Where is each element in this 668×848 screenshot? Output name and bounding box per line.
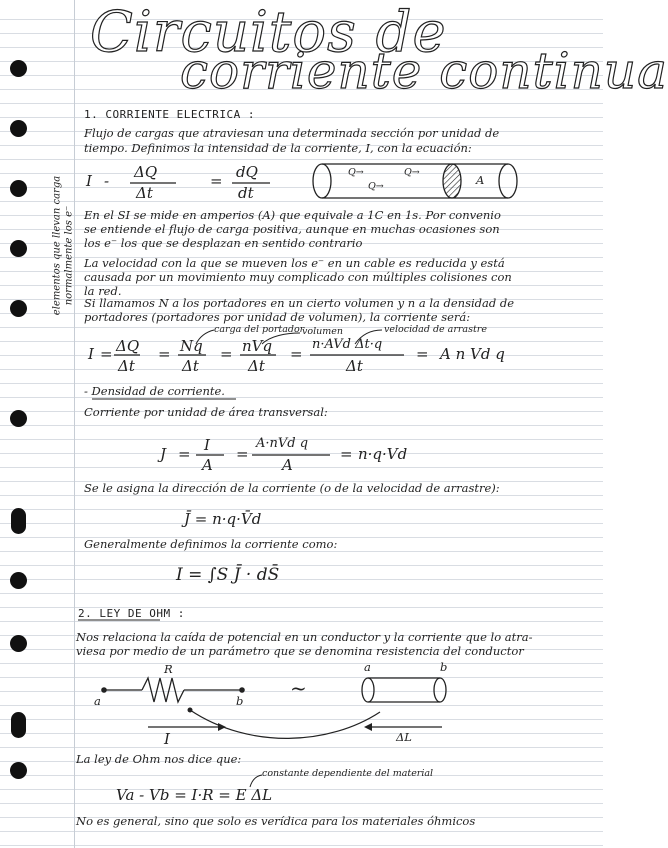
eq1-lhs: I [86, 172, 92, 190]
eq2-f1-num: ΔQ [116, 337, 140, 355]
s1-p5: Generalmente definimos la corriente como: [84, 537, 338, 551]
eq3-eq3: = [340, 445, 353, 463]
conductor-dl: ΔL [396, 730, 412, 744]
s1-p2-line2: se entiende el flujo de carga positiva, aunque en muchas ocasiones son [84, 222, 500, 236]
ann-carga: carga del portador [214, 324, 305, 335]
circuit-i: I [164, 730, 170, 748]
eq1-f2-num: dQ [236, 163, 258, 181]
eq1-f1-den: Δt [136, 184, 153, 202]
eq2-f4-den: Δt [346, 357, 363, 375]
s1-p2-line1: En el SI se mide en amperios (A) que equivale a 1C en 1s. Por convenio [84, 208, 501, 222]
title-line2: corriente continua [180, 42, 668, 100]
eq3-eq1: = [178, 445, 191, 463]
wire-q2: Q→ [368, 181, 384, 192]
eq3-f1-num: I [204, 436, 210, 454]
eq1-minus-dash: - [104, 172, 110, 190]
eq3-eq2: = [236, 445, 249, 463]
eq2-eq0: = [100, 345, 113, 363]
s1-p1-line2: tiempo. Definimos la intensidad de la corriente, I, con la ecuación: [84, 141, 472, 155]
s2-p3: No es general, sino que solo es verídica para los materiales óhmicos [76, 814, 476, 828]
s2-p1-line1: Nos relaciona la caída de potencial en un conductor y la corriente que lo atra- [76, 630, 533, 644]
circuit-a: a [94, 694, 101, 708]
wire-q3: Q→ [404, 167, 420, 178]
eq2-eq1: = [158, 345, 171, 363]
ann-velocidad: velocidad de arrastre [384, 324, 487, 335]
s2-eq: Va - Vb = I·R = E ΔL [116, 786, 273, 804]
eq3-f2-num: A·nVd q [256, 436, 309, 451]
eq2-f4-num: n·AVd Δt·q [312, 337, 383, 352]
eq3-f2-den: A [282, 456, 293, 474]
side-note-line2: normalmente los e⁻ [63, 205, 75, 306]
eq3-f1-den: A [202, 456, 213, 474]
conductor-b: b [440, 660, 448, 674]
title-line1: Circuitos de [90, 0, 447, 65]
conductor-a: a [364, 660, 371, 674]
eq3-rhs: n·q·Vd [358, 445, 408, 463]
s1-p3-line2: causada por un movimiento muy complicado con múltiples colisiones con [84, 270, 512, 284]
s2-ann: constante dependiente del material [262, 768, 434, 779]
eq2-f2-den: Δt [182, 357, 199, 375]
density-heading: - Densidad de corriente. [84, 384, 225, 398]
eq2-f3-num: nVq [242, 337, 273, 355]
eq1-f2-den: dt [238, 184, 254, 202]
eq2-f3-den: Δt [248, 357, 265, 375]
eq2-eq2: = [220, 345, 233, 363]
s1-p4: Se le asigna la dirección de la corriente (o de la velocidad de arrastre): [84, 481, 500, 495]
s1-p3-line3: la red. [84, 284, 122, 298]
eq2-rhs: A n Vd q [440, 345, 505, 363]
s1-p1-line1: Flujo de cargas que atraviesan una determinada sección por unidad de [84, 126, 500, 140]
circuit-tilde: ~ [290, 676, 307, 700]
eq5: I = ∫S J̄ · dS̄ [176, 565, 280, 585]
eq2-lhs: I [88, 345, 94, 363]
circuit-r: R [164, 662, 173, 676]
eq3-lhs: J [160, 445, 167, 463]
section1-heading: 1. CORRIENTE ELECTRICA : [84, 108, 255, 121]
s1-p2-line3: los e⁻ los que se desplazan en sentido contrario [84, 236, 363, 250]
wire-q1: Q→ [348, 167, 364, 178]
s2-p1-line2: viesa por medio de un parámetro que se denomina resistencia del conductor [76, 644, 524, 658]
wire-area-label: A [476, 173, 485, 187]
eq1-f1-num: ΔQ [134, 163, 158, 181]
eq2-eq3: = [290, 345, 303, 363]
s1-p3-line4: Si llamamos N a los portadores en un cierto volumen y n a la densidad de [84, 296, 515, 310]
ann-volumen: volumen [302, 326, 343, 337]
s1-p3-line1: La velocidad con la que se mueven los e⁻ en un cable es reducida y está [84, 256, 505, 270]
s1-p3-line5: portadores (portadores por unidad de volumen), la corriente será: [84, 310, 471, 324]
eq2-f2-num: Nq [180, 337, 203, 355]
side-note-line1: elementos que llevan carga [51, 175, 63, 316]
eq4: J̄ = n·q·V̄d [184, 510, 262, 528]
eq2-f1-den: Δt [118, 357, 135, 375]
eq1-equals: = [210, 172, 223, 190]
eq2-eq4: = [416, 345, 429, 363]
section2-heading: 2. LEY DE OHM : [78, 607, 185, 620]
density-text: Corriente por unidad de área transversal: [84, 405, 328, 419]
s2-p2: La ley de Ohm nos dice que: [76, 752, 242, 766]
circuit-b: b [236, 694, 244, 708]
